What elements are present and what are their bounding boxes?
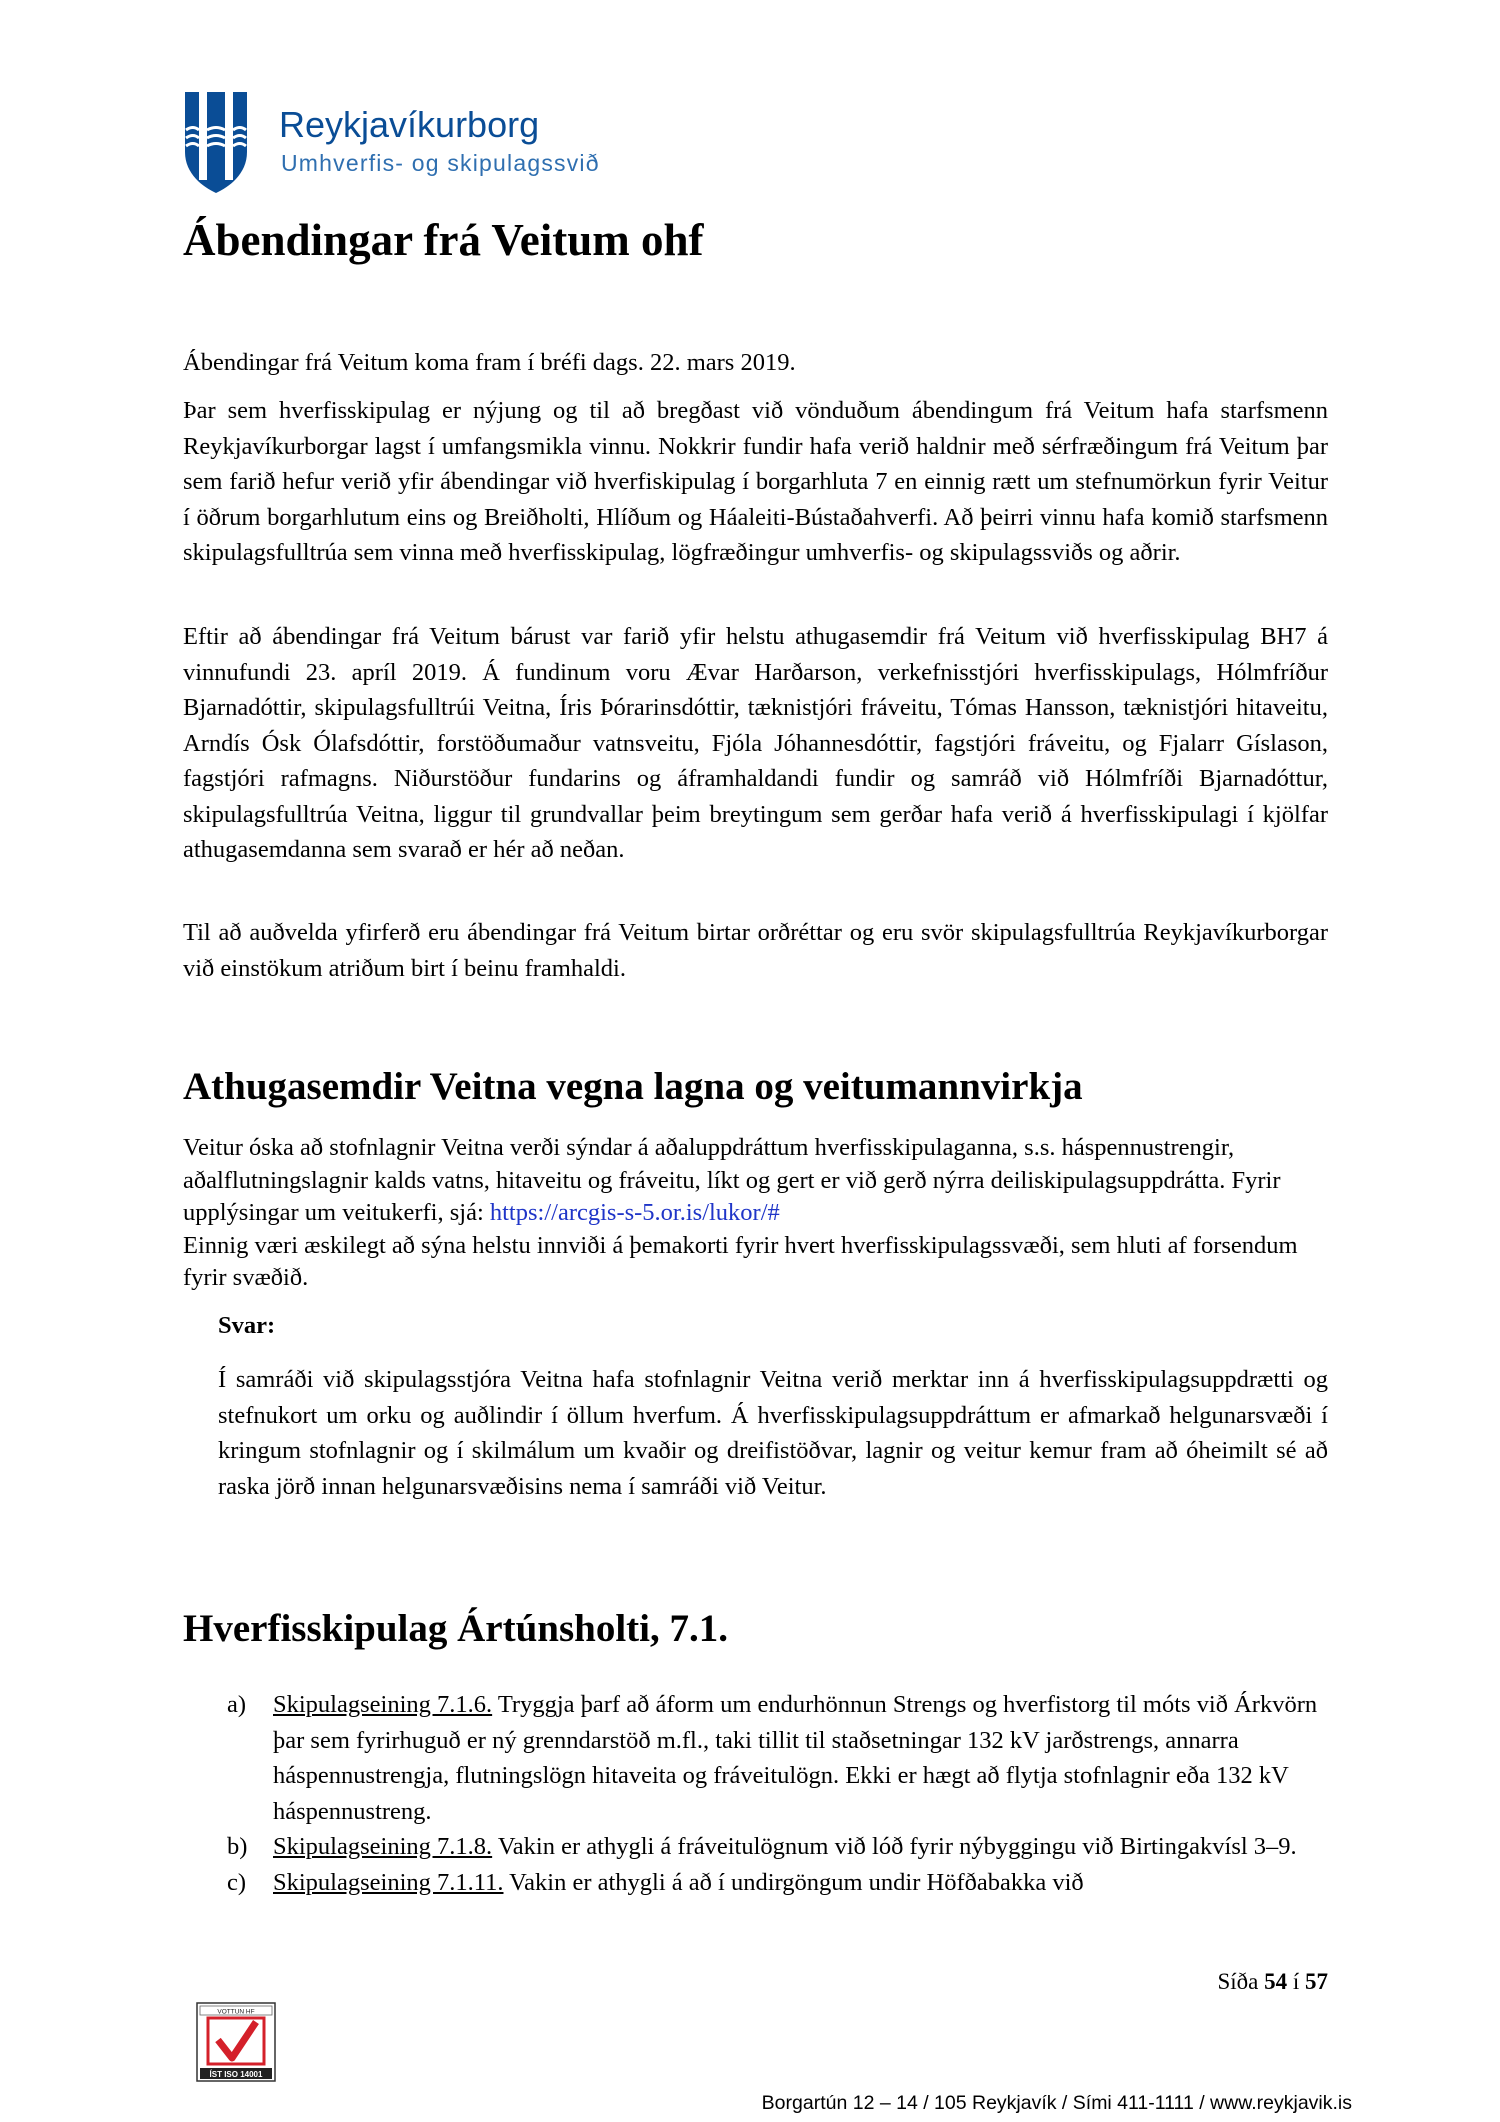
page-current: 54	[1264, 1969, 1288, 1994]
list-item-ref: Skipulagseining 7.1.8.	[273, 1833, 493, 1860]
org-department: Umhverfis- og skipulagssvið	[281, 150, 600, 176]
page-prefix: Síða	[1217, 1969, 1265, 1994]
intro-paragraph-4: Til að auðvelda yfirferð eru ábendingar frá Veitum birtar orðréttar og eru svör skipulagsfulltrúa Reykjavíkurborgar við einstökum atriðum birt í beinu framhaldi.	[183, 919, 1328, 982]
list-item-ref: Skipulagseining 7.1.6.	[273, 1691, 493, 1718]
badge-top-text: VOTTUN HF	[217, 2008, 255, 2016]
intro-paragraph-3: Eftir að ábendingar frá Veitum bárust var farið yfir helstu athugasemdir frá Veitum við hverfisskipulag BH7 á vinnufundi 23. apríl 2019. Á fundinum voru Ævar Harðarson, verkefnisstjóri hverfisskipulags, Hólmfríður Bjarnadóttir, skipulagsfulltrúi Veitna, Íris Þórarinsdóttir, tæknistjóri fráveitu, Tómas Hansson, tæknistjóri hitaveitu, Arndís Ósk Ólafsdóttir, forstöðumaður vatnsveitu, Fjóla Jóhannesdóttir, fagstjóri fráveitu, og Fjalarr Gíslason, fagstjóri rafmagns. Niðurstöður fundarins og áframhaldandi fundir og samráð við Hólmfríði Bjarnadóttur, skipulagsfulltrúa Veitna, liggur til grundvallar þeim breytingum sem gerðar hafa verið á hverfisskipulagi í kjölfar athugasemdanna sem svarað er hér að neðan.	[183, 623, 1328, 863]
svar-label: Svar:	[218, 1312, 276, 1339]
section-heading-artunsholt: Hverfisskipulag Ártúnsholti, 7.1.	[183, 1607, 728, 1650]
org-name: Reykjavíkurborg	[279, 104, 540, 145]
page-total: 57	[1305, 1969, 1328, 1994]
list-item	[183, 1865, 1328, 1901]
list-item	[183, 1829, 1328, 1865]
footer-address: Borgartún 12 – 14 / 105 Reykjavík / Sími 411-1111 / www.reykjavik.is	[761, 2092, 1352, 2114]
list-marker: a)	[227, 1691, 247, 1718]
list-item-text: Vakin er athygli á fráveitulögnum við lóð fyrir nýbyggingu við Birtingakvísl 3–9.	[492, 1833, 1297, 1860]
intro-paragraph-1: Ábendingar frá Veitum koma fram í bréfi dags. 22. mars 2019.	[183, 349, 796, 376]
svar-text: Í samráði við skipulagsstjóra Veitna hafa stofnlagnir Veitna verið merktar inn á hverfisskipulagsuppdrætti og stefnukort um orku og auðlindir í öllum hverfum. Á hverfisskipulagsuppdráttum er afmarkað helgunarsvæði í kringum stofnlagnir og í skilmálum um kvaðir og dreifistöðvar, lagnir og veitur kemur fram að óheimilt sé að raska jörð innan helgunarsvæðisins nema í samráði við Veitur.	[218, 1366, 1328, 1500]
veitur-comment-text: Veitur óska að stofnlagnir Veitna verði sýndar á aðaluppdráttum hverfisskipulaganna, s.s. háspennustrengir, aðalflutningslagnir kalds vatns, hitaveitu og fráveitu, líkt og gert er við gerð nýrra deiliskipulagsuppdrátta. Fyrir upplýsingar um veitukerfi, sjá:	[183, 1134, 1281, 1226]
list-item-ref: Skipulagseining 7.1.11.	[273, 1868, 504, 1896]
veitur-comment	[183, 1132, 1328, 1295]
intro-paragraph-2: Þar sem hverfisskipulag er nýjung og til að bregðast við vönduðum ábendingum frá Veitum hafa starfsmenn Reykjavíkurborgar lagst í umfangsmikla vinnu. Nokkrir fundir hafa verið haldnir með sérfræðingum frá Veitum þar sem farið hefur verið yfir ábendingar við hverfiskipulag í borgarhluta 7 en einnig rætt um stefnumörkun fyrir Veitur í öðrum borgarhlutum eins og Breiðholti, Hlíðum og Háaleiti-Bústaðahverfi. Að þeirri vinnu hafa komið starfsmenn skipulagsfulltrúa sem vinna með hverfisskipulag, lögfræðingur umhverfis- og skipulagssviðs og aðrir.	[183, 397, 1328, 566]
list-marker: c)	[227, 1868, 247, 1896]
page-title: Ábendingar frá Veitum ohf	[183, 215, 704, 265]
veitur-comment-text-2: Einnig væri æskilegt að sýna helstu innviði á þemakorti fyrir hvert hverfisskipulagssvæði, sem hluti af forsendum fyrir svæðið.	[183, 1231, 1298, 1291]
badge-bottom-text: ÍST ISO 14001	[209, 2070, 263, 2079]
reykjavik-shield-icon	[183, 90, 249, 195]
list-marker: b)	[227, 1833, 248, 1860]
org-logo	[183, 90, 663, 195]
list-item-text: Tryggja þarf að áform um endurhönnun Strengs og hverfistorg til móts við Árkvörn þar sem fyrirhuguð er ný grenndarstöð m.fl., taki tillit til staðsetningar 132 kV jarðstrengs, annarra háspennustrengja, flutningslögn hitaveita og fráveitulögn. Ekki er hægt að flytja stofnlagnir eða 132 kV háspennustreng.	[273, 1691, 1318, 1825]
list-item	[183, 1687, 1328, 1829]
skipulagseining-list	[183, 1687, 1328, 1900]
page-mid: í	[1287, 1969, 1305, 1994]
iso-certification-badge-icon	[196, 2002, 276, 2082]
lukor-map-link[interactable]: https://arcgis-s-5.or.is/lukor/#	[489, 1199, 780, 1226]
list-item-text: Vakin er athygli á að í undirgöngum undir Höfðabakka við	[503, 1868, 1084, 1896]
section-heading-veitna: Athugasemdir Veitna vegna lagna og veitumannvirkja	[183, 1065, 1083, 1108]
page-number	[1150, 1969, 1328, 1995]
